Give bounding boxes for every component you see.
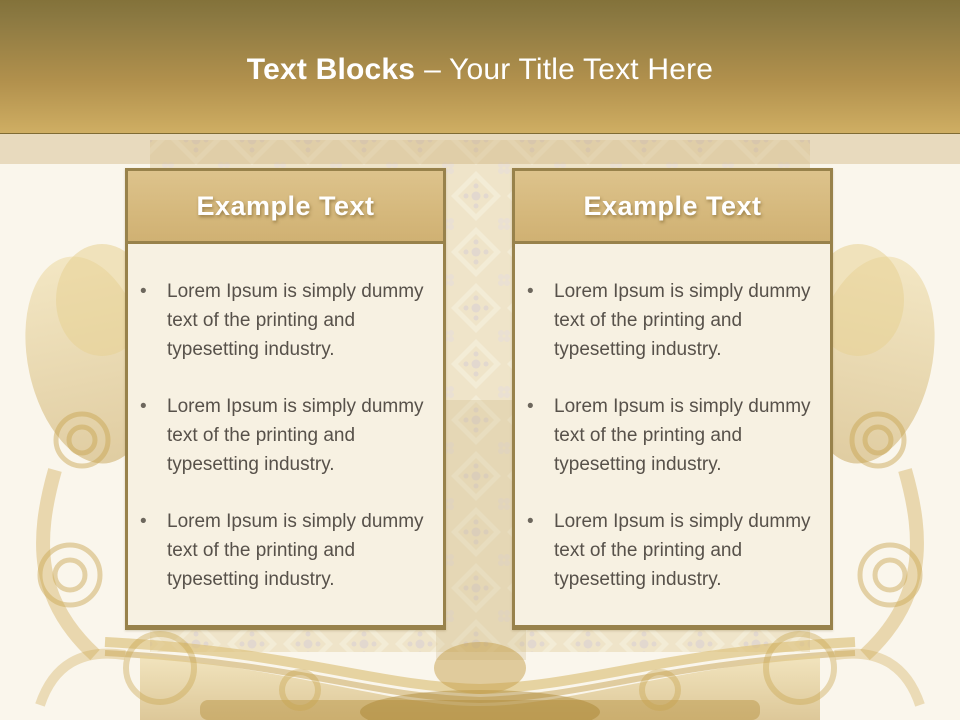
bullet-icon: •: [140, 511, 147, 532]
card-body-left: [128, 244, 443, 594]
bullet-text: Lorem Ipsum is simply dummy text of the printing and typesetting industry.: [554, 511, 811, 590]
bullet-text: Lorem Ipsum is simply dummy text of the printing and typesetting industry.: [167, 511, 424, 590]
card-header-left: [128, 171, 443, 244]
bullet-text: Lorem Ipsum is simply dummy text of the printing and typesetting industry.: [554, 281, 811, 360]
title-bar: [0, 0, 960, 134]
card-header-right: [515, 171, 830, 244]
bullet-text: Lorem Ipsum is simply dummy text of the printing and typesetting industry.: [167, 281, 424, 360]
bullet-list: [527, 277, 830, 594]
text-block-card-right[interactable]: [512, 168, 833, 630]
title-underlay-band: [0, 134, 960, 164]
list-item: [527, 392, 830, 479]
list-item: [140, 277, 443, 364]
bullet-text: Lorem Ipsum is simply dummy text of the printing and typesetting industry.: [554, 396, 811, 475]
page-title-bold: Text Blocks: [246, 52, 416, 86]
bullet-icon: •: [140, 396, 147, 417]
page-title-regular: – Your Title Text Here: [424, 52, 714, 86]
list-item: [140, 392, 443, 479]
bullet-list: [140, 277, 443, 594]
page-title[interactable]: [247, 47, 713, 87]
card-header-label: Example Text: [196, 190, 375, 221]
list-item: [527, 277, 830, 364]
bullet-icon: •: [527, 511, 534, 532]
bullet-icon: •: [140, 281, 147, 302]
card-body-right: [515, 244, 830, 594]
card-header-label: Example Text: [583, 190, 762, 221]
list-item: [140, 507, 443, 594]
bullet-icon: •: [527, 396, 534, 417]
list-item: [527, 507, 830, 594]
bullet-text: Lorem Ipsum is simply dummy text of the printing and typesetting industry.: [167, 396, 424, 475]
bullet-icon: •: [527, 281, 534, 302]
text-block-card-left[interactable]: [125, 168, 446, 630]
